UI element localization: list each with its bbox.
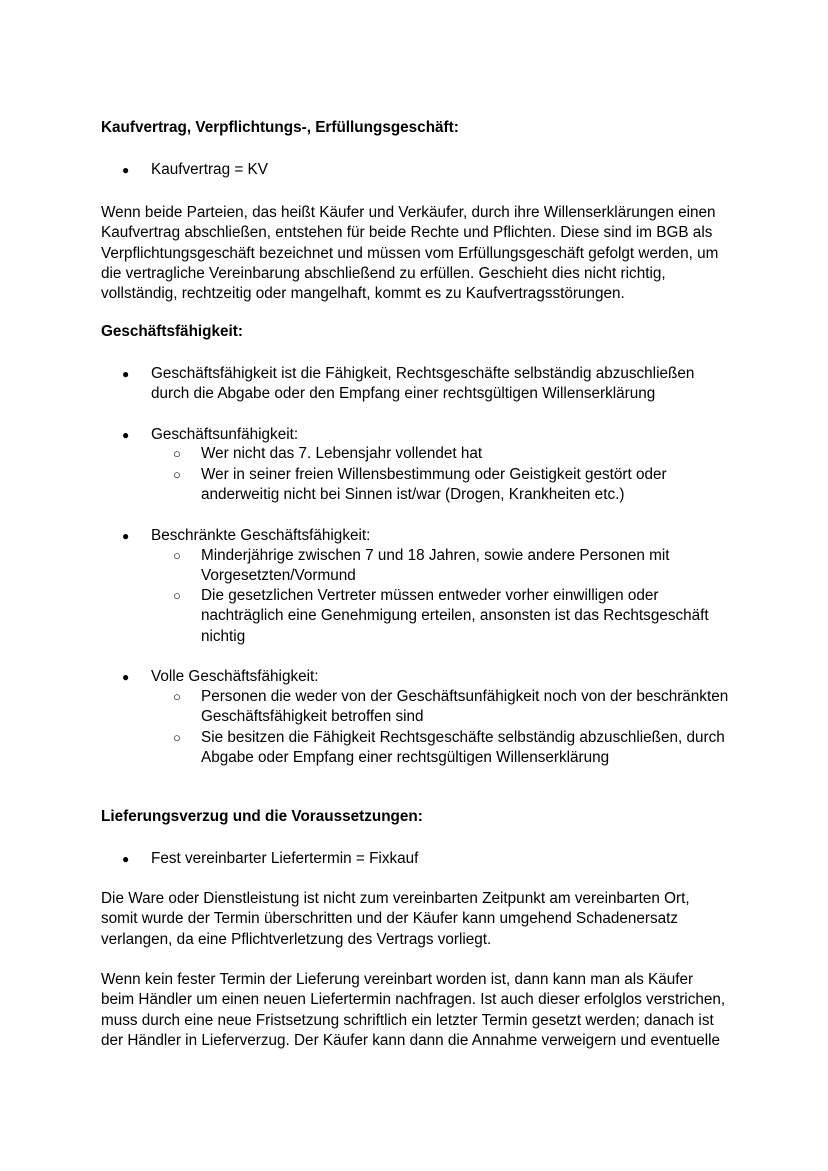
heading-kaufvertrag: Kaufvertrag, Verpflichtungs-, Erfüllungsgeschäft: [101,119,459,136]
heading-lieferungsverzug: Lieferungsverzug und die Voraussetzungen: [101,808,423,825]
paragraph-kaufvertrag: Wenn beide Parteien, das heißt Käufer und Verkäufer, durch ihre Willenserklärungen einen Kaufvertrag abschließen, entstehen für beide Rechte und Pflichten. Diese sind im BGB als Verpflichtungsgeschäft bezeichnet und müssen vom Erfüllungsgeschäft gefolgt werden, um die vertragliche Vereinbarung abschließend zu erfüllen. Geschieht dies nicht richtig, vollständig, rechtzeitig oder mangelhaft, kommt es zu Kaufvertragsstörungen. [101,204,719,303]
paragraph-lieferungsverzug-1: Die Ware oder Dienstleistung ist nicht zum vereinbarten Zeitpunkt am vereinbarten Ort, somit wurde der Termin überschritten und der Käufer kann umgehend Schadenersatz verlangen, da eine Pflichtverletzung des Vertrags vorliegt. [101,890,690,948]
bullet-marker: ● [122,529,130,543]
sub-bullet-marker: ○ [173,730,181,745]
document-page: Kaufvertrag, Verpflichtungs-, Erfüllungsgeschäft: ● Kaufvertrag = KV Wenn beide Parteien, das heißt Käufer und Verkäufer, durch ihre Willenserklärungen einen Kaufvertrag abschließen, entstehen für beide Rechte und Pflichten. Diese sind im BGB als Verpflichtungsgeschäft bezeichnet und müssen vom Erfüllungsgeschäft gefolgt werden, um die vertragliche Vereinbarung abschließend zu erfüllen. Geschieht dies nicht richtig, vollständig, rechtzeitig oder mangelhaft, kommt es zu Kaufvertragsstörungen. Geschäftsfähigkeit: ● Geschäftsfähigkeit ist die Fähigkeit, Rechtsgeschäfte selbständig abzuschließen durch die Abgabe oder den Empfang einer rechtsgültigen Willenserklärung ● Geschäftsunfähigkeit: ○ Wer nicht das 7. Lebensjahr vollendet hat ○ Wer in seiner freien Willensbestimmung oder Geistigkeit gestört oder anderweitig nicht bei Sinnen ist/war (Drogen, Krankheiten etc.) ● Beschränkte Geschäftsfähigkeit: ○ Minderjährige zwischen 7 und 18 Jahren, sowie andere Personen mit Vorgesetzten/Vormund ○ Die gesetzlichen Vertreter müssen entweder vorher einwilligen oder nachträglich eine Genehmigung erteilen, ansonsten ist das Rechtsgeschäft nichtig ● Volle Geschäftsfähigkeit: ○ Personen die weder von der Geschäftsunfähigkeit noch von der beschränkten Geschäftsfähigkeit betroffen sind ○ Sie besitzen die Fähigkeit Rechtsgeschäfte selbständig abzuschließen, durch Abgabe oder Empfang einer rechtsgültigen Willenserklärung Lieferungsverzug und die Voraussetzungen: ● Fest vereinbarter Liefertermin = Fixkauf Die Ware oder Dienstleistung ist nicht zum vereinbarten Zeitpunkt am vereinbarten Ort, somit wurde der Termin überschritten und der Käufer kann umgehend Schadenersatz verlangen, da eine Pflichtverletzung des Vertrags vorliegt. Wenn kein fester Termin der Lieferung vereinbart worden ist, dann kann man als Käufer beim Händler um einen neuen Liefertermin nachfragen. Ist auch dieser erfolglos verstrichen, muss durch eine neue Fristsetzung schriftlich ein letzter Termin gesetzt werden; danach ist der Händler in Lieferverzug. Der Käufer kann dann die Annahme verweigern und eventuelle [0,0,828,1171]
bullet-marker: ● [122,670,130,684]
sub-bullet-marker: ○ [173,446,181,461]
sub-bullet-marker: ○ [173,588,181,603]
bullet-marker: ● [122,852,130,866]
paragraph-lieferungsverzug-2: Wenn kein fester Termin der Lieferung vereinbart worden ist, dann kann man als Käufer beim Händler um einen neuen Liefertermin nachfragen. Ist auch dieser erfolglos verstrichen, muss durch eine neue Fristsetzung schriftlich ein letzter Termin gesetzt werden; danach ist der Händler in Lieferverzug. Der Käufer kann dann die Annahme verweigern und eventuelle [101,971,726,1049]
sub-bullet-marker: ○ [173,467,181,482]
bullet-marker: ● [122,163,130,177]
bullet-marker: ● [122,367,130,381]
heading-geschaeftsfaehigkeit: Geschäftsfähigkeit: [101,323,243,340]
sub-bullet-marker: ○ [173,689,181,704]
sub-bullet-marker: ○ [173,548,181,563]
bullet-marker: ● [122,428,130,442]
